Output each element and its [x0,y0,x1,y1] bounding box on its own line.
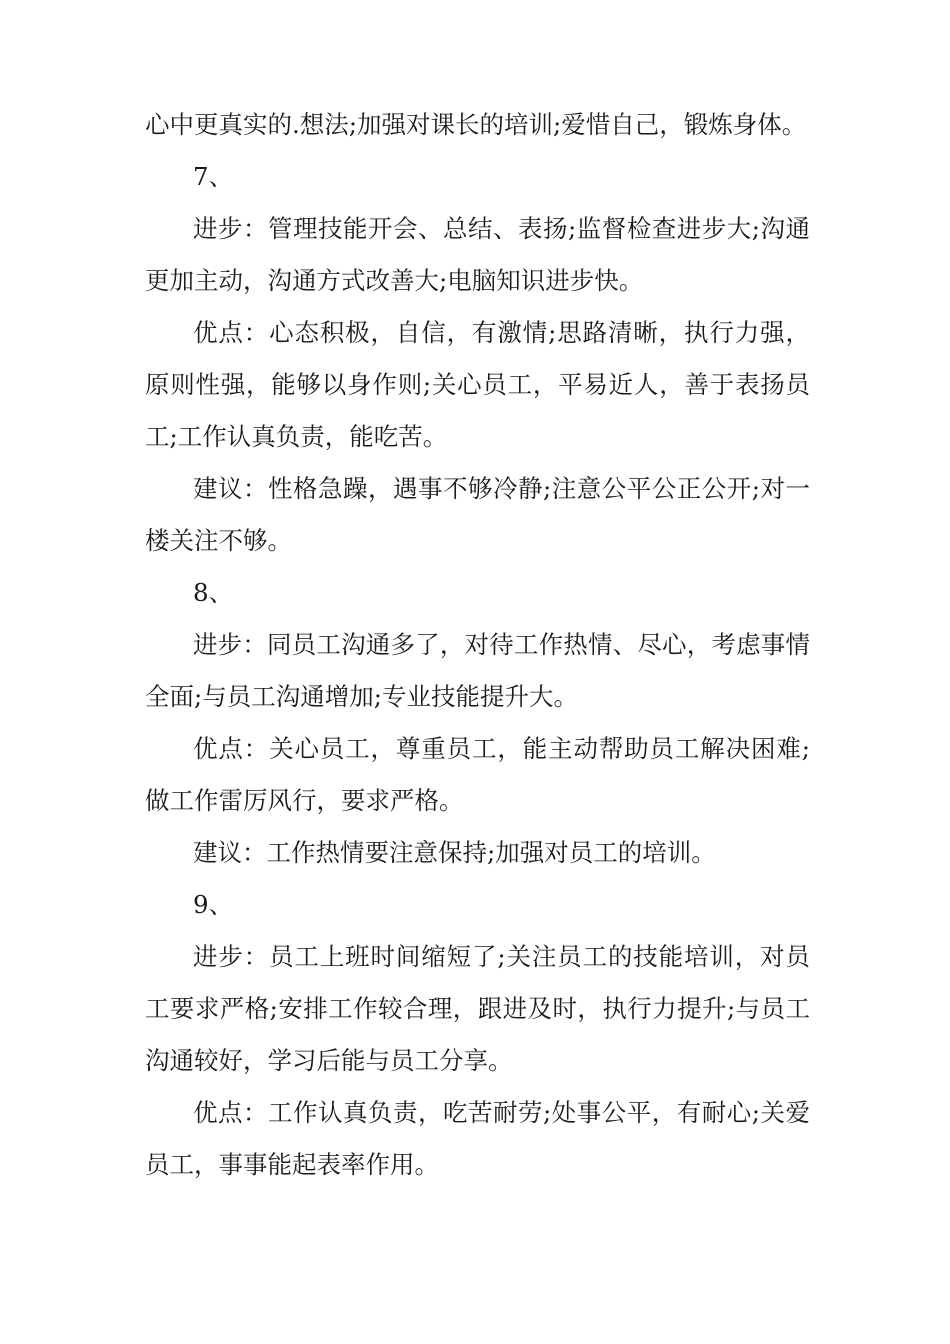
section-number: 9、 [193,890,234,919]
paragraph: 优点：关心员工，尊重员工，能主动帮助员工解决困难;做工作雷厉风行，要求严格。 [145,734,810,815]
paragraph: 优点：心态积极，自信，有激情;思路清晰，执行力强，原则性强，能够以身作则;关心员工，平易近人，善于表扬员工;工作认真负责，能吃苦。 [145,318,810,451]
section-number: 7、 [193,162,234,191]
paragraph: 优点：工作认真负责，吃苦耐劳;处事公平，有耐心;关爱员工，事事能起表率作用。 [145,1098,810,1179]
document-body [145,99,810,1191]
paragraph: 心中更真实的.想法;加强对课长的培训;爱惜自己，锻炼身体。 [145,110,807,139]
paragraph: 进步：管理技能开会、总结、表扬;监督检查进步大;沟通更加主动，沟通方式改善大;电脑知识进步快。 [145,214,810,295]
paragraph: 进步：同员工沟通多了，对待工作热情、尽心，考虑事情全面;与员工沟通增加;专业技能提升大。 [145,630,810,711]
paragraph: 建议：性格急躁，遇事不够冷静;注意公平公正公开;对一楼关注不够。 [145,474,810,555]
paragraph: 进步：员工上班时间缩短了;关注员工的技能培训，对员工要求严格;安排工作较合理，跟进及时，执行力提升;与员工沟通较好，学习后能与员工分享。 [145,942,810,1075]
paragraph: 建议：工作热情要注意保持;加强对员工的培训。 [193,838,716,867]
section-number: 8、 [193,578,234,607]
